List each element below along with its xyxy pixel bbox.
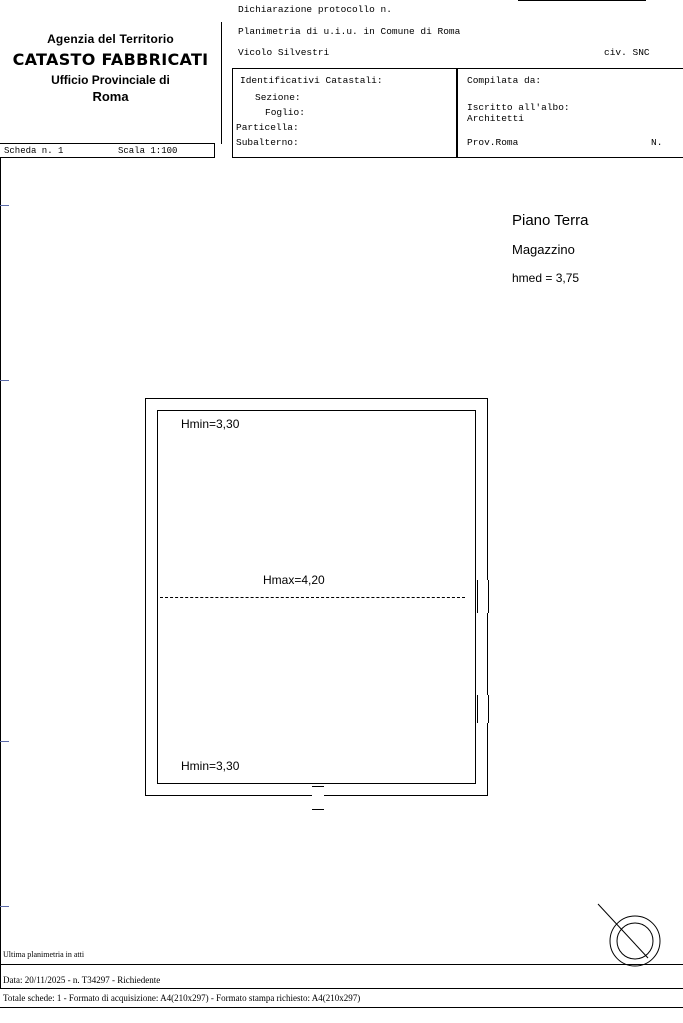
wall-opening-bottom: [312, 786, 324, 810]
catasto-header-block: [0, 22, 222, 144]
civic-label: civ. SNC: [604, 47, 650, 58]
scheda-scale: Scala 1:100: [118, 146, 178, 156]
compilata-title: Compilata da:: [467, 75, 542, 86]
hmin-bottom-label: Hmin=3,30: [181, 759, 240, 773]
hmax-label: Hmax=4,20: [263, 573, 325, 587]
subalterno-label: Subalterno:: [236, 137, 299, 148]
declaration-block: [232, 0, 683, 68]
margin-tick-1: [0, 205, 9, 206]
planimetry-label: Planimetria di u.i.u. in Comune di Roma: [238, 26, 461, 37]
scheda-number: Scheda n. 1: [4, 146, 64, 156]
wall-opening-right-upper: [477, 580, 489, 613]
footer-total-schede: Totale schede: 1 - Formato di acquisizione: A4(210x297) - Formato stampa richiesto: A4(210x297): [3, 993, 361, 1003]
hmin-top-label: Hmin=3,30: [181, 417, 240, 431]
office-label: Ufficio Provinciale di: [51, 73, 170, 87]
last-planimetry-note: Ultima planimetria in atti: [3, 950, 85, 959]
footer-divider-1: [0, 964, 683, 965]
address-label: Vicolo Silvestri: [238, 47, 330, 58]
margin-tick-3: [0, 741, 9, 742]
margin-tick-2: [0, 380, 9, 381]
sezione-label: Sezione:: [255, 92, 301, 103]
ridge-dashed-line: [160, 597, 465, 598]
protocol-label: Dichiarazione protocollo n.: [238, 4, 392, 15]
compilata-da-box: [457, 68, 683, 158]
wall-opening-right-lower: [477, 695, 489, 723]
unit-type-label: Magazzino: [512, 242, 575, 257]
footer-divider-2: [0, 988, 683, 989]
iscritto-albo-label: Iscritto all'albo:: [467, 102, 570, 113]
declaration-rule-top: [518, 0, 646, 1]
scheda-bar: [0, 143, 215, 158]
catasto-title: CATASTO FABBRICATI: [12, 50, 209, 69]
identificativi-title: Identificativi Catastali:: [240, 75, 383, 86]
albo-number-label: N.: [651, 137, 663, 148]
footer-divider-3: [0, 1007, 683, 1008]
foglio-label: Foglio:: [265, 107, 305, 118]
sheet-left-border: [0, 158, 1, 988]
agency-name: Agenzia del Territorio: [47, 32, 174, 46]
prov-label: Prov.Roma: [467, 137, 519, 148]
albo-value: Architetti: [467, 113, 525, 124]
office-city: Roma: [92, 89, 129, 104]
floor-title: Piano Terra: [512, 212, 589, 229]
hmed-label: hmed = 3,75: [512, 271, 580, 285]
footer-request-data: Data: 20/11/2025 - n. T34297 - Richiedente: [3, 975, 161, 985]
particella-label: Particella:: [236, 122, 299, 133]
identificativi-catastali-box: [232, 68, 457, 158]
margin-tick-4: [0, 906, 9, 907]
